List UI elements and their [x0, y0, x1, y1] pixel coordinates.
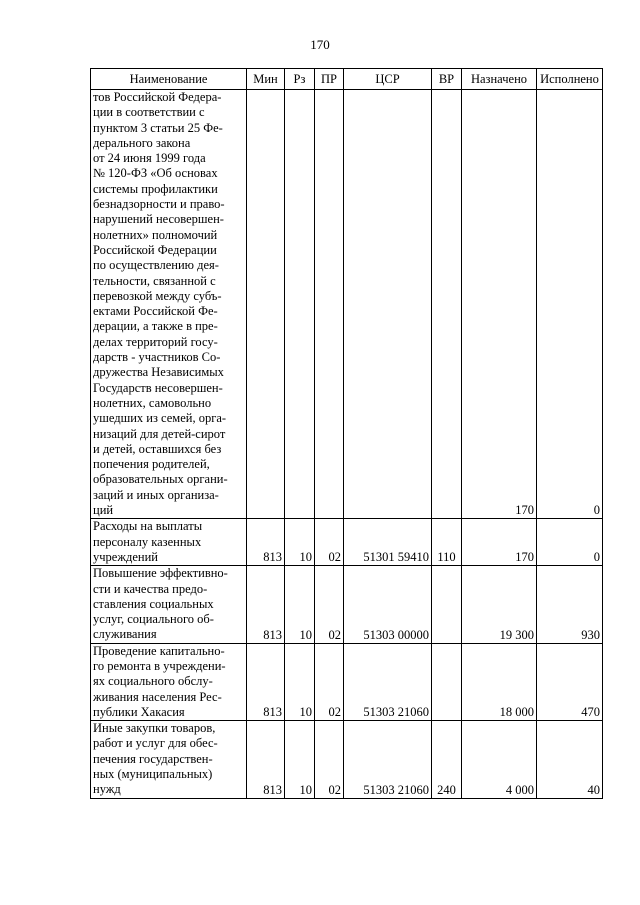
row-min: 813: [247, 721, 285, 798]
row-vr: 240: [432, 721, 462, 798]
table-row: [91, 519, 603, 566]
row-pr: 02: [315, 643, 344, 720]
row-min: 813: [247, 566, 285, 643]
row-name: Повышение эффективно- сти и качества предо- ставления социальных услуг, социального об- служивания: [91, 566, 247, 643]
table-row: [91, 566, 603, 643]
row-pr: 02: [315, 519, 344, 566]
row-assigned: 170: [462, 90, 537, 519]
row-vr: [432, 643, 462, 720]
row-csr: 51303 21060: [344, 643, 432, 720]
header-vr: ВР: [432, 69, 462, 90]
row-name: Проведение капитально- го ремонта в учреждени- ях социального обслу- живания населения Рес- публики Хакасия: [91, 643, 247, 720]
header-name: Наименование: [91, 69, 247, 90]
row-csr: 51301 59410: [344, 519, 432, 566]
row-rz: 10: [285, 519, 315, 566]
row-name: тов Российской Федера- ции в соответствии с пунктом 3 статьи 25 Фе- дерального закона от 24 июня 1999 года № 120-ФЗ «Об основах системы профилактики безнадзорности и право- нарушений несовершен- нолетних» полномочий Российской Федерации по осуществлению дея- тельности, связанной с перевозкой между субъ- ектами Российской Фе- дерации, а также в пре- делах территорий госу- дарств - участников Со- дружества Независимых Государств несовершен- нолетних, самовольно ушедших из семей, орга- низаций для детей-сирот и детей, оставшихся без попечения родителей, образовательных органи- заций и иных организа- ций: [91, 90, 247, 519]
row-executed: 40: [537, 721, 603, 798]
row-vr: [432, 90, 462, 519]
header-min: Мин: [247, 69, 285, 90]
row-rz: [285, 90, 315, 519]
header-csr: ЦСР: [344, 69, 432, 90]
table-row: [91, 721, 603, 798]
row-vr: 110: [432, 519, 462, 566]
table-row: [91, 90, 603, 519]
page-number: 170: [310, 37, 330, 52]
row-executed: 0: [537, 519, 603, 566]
row-executed: 470: [537, 643, 603, 720]
row-pr: 02: [315, 721, 344, 798]
row-vr: [432, 566, 462, 643]
table-header-row: [91, 69, 603, 90]
header-executed: Исполнено: [537, 69, 603, 90]
row-assigned: 18 000: [462, 643, 537, 720]
row-csr: 51303 21060: [344, 721, 432, 798]
header-rz: Рз: [285, 69, 315, 90]
row-csr: 51303 00000: [344, 566, 432, 643]
row-name: Расходы на выплаты персоналу казенных учреждений: [91, 519, 247, 566]
row-assigned: 4 000: [462, 721, 537, 798]
row-csr: [344, 90, 432, 519]
row-min: 813: [247, 643, 285, 720]
row-min: [247, 90, 285, 519]
header-assigned: Назначено: [462, 69, 537, 90]
row-rz: 10: [285, 566, 315, 643]
row-assigned: 170: [462, 519, 537, 566]
header-pr: ПР: [315, 69, 344, 90]
row-name: Иные закупки товаров, работ и услуг для обес- печения государствен- ных (муниципальных) нужд: [91, 721, 247, 798]
budget-table: [90, 68, 603, 799]
row-rz: 10: [285, 721, 315, 798]
row-min: 813: [247, 519, 285, 566]
row-assigned: 19 300: [462, 566, 537, 643]
row-executed: 930: [537, 566, 603, 643]
row-pr: [315, 90, 344, 519]
row-pr: 02: [315, 566, 344, 643]
row-executed: 0: [537, 90, 603, 519]
row-rz: 10: [285, 643, 315, 720]
table-row: [91, 643, 603, 720]
